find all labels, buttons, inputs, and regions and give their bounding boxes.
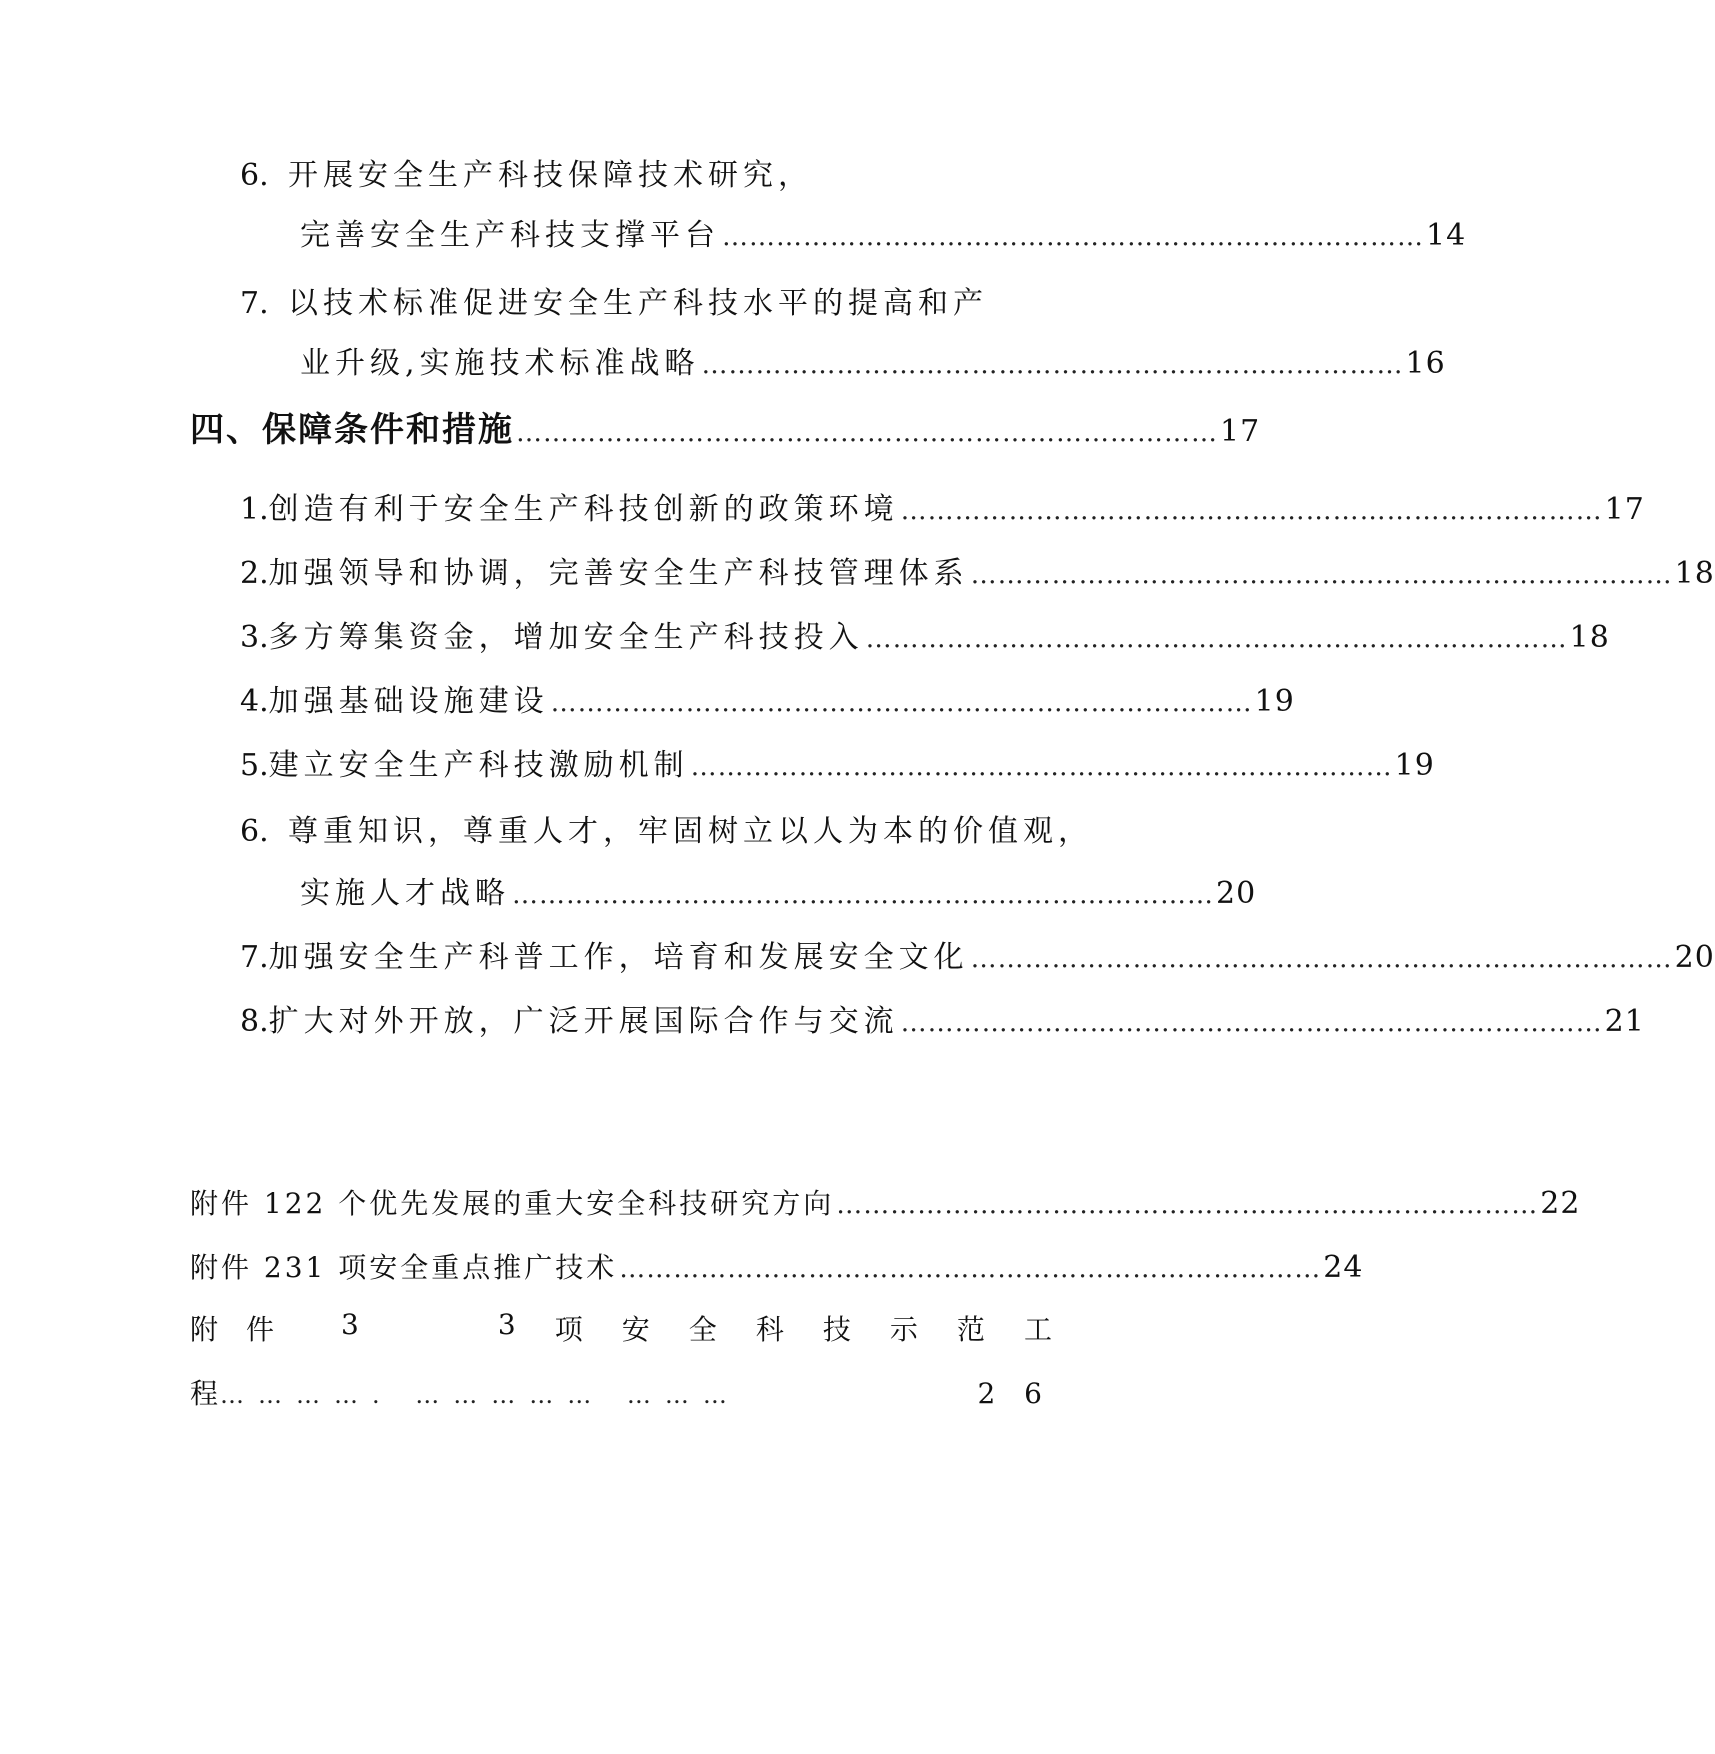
leader-dots: …………. …………… ……… xyxy=(220,1381,741,1409)
entry-title: 业升级,实施技术标准战略 xyxy=(300,346,700,381)
page-number: 16 xyxy=(1405,346,1446,381)
entry-title: 实施人才战略 xyxy=(300,876,510,911)
attachment-title: 31 项安全重点推广技术 xyxy=(284,1251,618,1284)
page-number: 19 xyxy=(1254,684,1295,719)
page-number: 20 xyxy=(1674,940,1715,975)
leader-dots: …………………………………………………………………… xyxy=(970,944,1673,974)
attachment-3[interactable] xyxy=(190,1308,1052,1348)
page-number: 21 xyxy=(1604,1004,1645,1039)
leader-dots: …………………………………………………………………… xyxy=(516,418,1218,448)
toc-entry-4-7[interactable] xyxy=(240,932,1715,976)
attachment-label: 附件 2 xyxy=(190,1251,285,1284)
entry-number: 4. xyxy=(240,684,269,719)
entry-number: 6. xyxy=(240,814,269,849)
entry-title: 扩大对外开放，广泛开展国际合作与交流 xyxy=(268,1004,899,1039)
attachment-2[interactable] xyxy=(190,1246,1364,1286)
attachment-char: 范 xyxy=(956,1313,985,1346)
attachment-char: 工 xyxy=(1023,1313,1052,1346)
page-number: 2 6 xyxy=(977,1377,1052,1410)
attachment-char: 安 xyxy=(621,1313,650,1346)
entry-number: 2. xyxy=(240,556,269,591)
entry-title: 创造有利于安全生产科技创新的政策环境 xyxy=(268,492,899,527)
page-number: 18 xyxy=(1674,556,1715,591)
entry-number: 3. xyxy=(240,620,269,655)
entry-title: 完善安全生产科技支撑平台 xyxy=(300,218,720,253)
toc-entry-7[interactable] xyxy=(240,278,988,322)
page-number: 22 xyxy=(1540,1186,1581,1221)
attachment-label: 附件 xyxy=(190,1313,303,1346)
leader-dots: …………………………………………………………………… xyxy=(550,688,1253,718)
toc-entry-6[interactable] xyxy=(240,150,813,194)
page-number: 24 xyxy=(1323,1250,1364,1285)
toc-entry-4-6-cont[interactable] xyxy=(300,868,1257,912)
leader-dots: …………………………………………………………………… xyxy=(722,222,1424,252)
attachment-char: 项 xyxy=(554,1313,583,1346)
attachment-1[interactable] xyxy=(190,1182,1581,1222)
entry-number: 1. xyxy=(240,492,269,527)
leader-dots: …………………………………………………………………… xyxy=(900,496,1603,526)
page-number: 17 xyxy=(1220,414,1261,449)
leader-dots: …………………………………………………………………… xyxy=(865,624,1568,654)
attachment-char: 3 xyxy=(497,1308,516,1341)
toc-section-4[interactable] xyxy=(190,402,1261,451)
leader-dots: …………………………………………………………………… xyxy=(690,752,1393,782)
entry-title: 加强领导和协调，完善安全生产科技管理体系 xyxy=(268,556,969,591)
leader-dots: …………………………………………………………………… xyxy=(619,1254,1322,1284)
entry-title: 开展安全生产科技保障技术研究， xyxy=(288,158,813,193)
page-number: 17 xyxy=(1604,492,1645,527)
entry-number: 5. xyxy=(240,748,269,783)
leader-dots: …………………………………………………………………… xyxy=(701,350,1404,380)
entry-title: 尊重知识，尊重人才，牢固树立以人为本的价值观， xyxy=(288,814,1093,849)
attachment-title-cont: 程 xyxy=(190,1377,219,1410)
leader-dots: …………………………………………………………………… xyxy=(836,1190,1539,1220)
toc-entry-4-1[interactable] xyxy=(240,484,1645,528)
attachment-3-cont[interactable] xyxy=(190,1372,1052,1412)
attachment-label: 附件 1 xyxy=(190,1187,285,1220)
attachment-number: 3 xyxy=(341,1308,359,1341)
entry-number: 7. xyxy=(240,286,269,321)
entry-title: 多方筹集资金，增加安全生产科技投入 xyxy=(268,620,864,655)
leader-dots: …………………………………………………………………… xyxy=(900,1008,1603,1038)
entry-title: 加强安全生产科普工作，培育和发展安全文化 xyxy=(268,940,969,975)
toc-entry-4-8[interactable] xyxy=(240,996,1645,1040)
toc-entry-7-cont[interactable] xyxy=(300,338,1446,382)
entry-title: 加强基础设施建设 xyxy=(268,684,549,719)
toc-entry-4-6[interactable] xyxy=(240,806,1093,850)
attachment-char: 科 xyxy=(755,1313,784,1346)
toc-entry-4-4[interactable] xyxy=(240,676,1295,720)
leader-dots: …………………………………………………………………… xyxy=(970,560,1673,590)
entry-number: 6. xyxy=(240,158,269,193)
toc-entry-4-3[interactable] xyxy=(240,612,1610,656)
toc-entry-4-5[interactable] xyxy=(240,740,1435,784)
attachment-char: 全 xyxy=(688,1313,717,1346)
entry-title: 建立安全生产科技激励机制 xyxy=(268,748,689,783)
attachment-char: 技 xyxy=(822,1313,851,1346)
page-number: 20 xyxy=(1216,876,1257,911)
entry-number: 8. xyxy=(240,1004,269,1039)
toc-entry-6-cont[interactable] xyxy=(300,210,1467,254)
page-number: 18 xyxy=(1569,620,1610,655)
leader-dots: …………………………………………………………………… xyxy=(512,880,1214,910)
section-title: 四、保障条件和措施 xyxy=(190,410,514,450)
entry-title: 以技术标准促进安全生产科技水平的提高和产 xyxy=(288,286,988,321)
toc-entry-4-2[interactable] xyxy=(240,548,1715,592)
page-number: 14 xyxy=(1426,218,1467,253)
attachment-title: 22 个优先发展的重大安全科技研究方向 xyxy=(284,1187,835,1220)
entry-number: 7. xyxy=(240,940,269,975)
page-number: 19 xyxy=(1394,748,1435,783)
attachment-char: 示 xyxy=(889,1313,918,1346)
